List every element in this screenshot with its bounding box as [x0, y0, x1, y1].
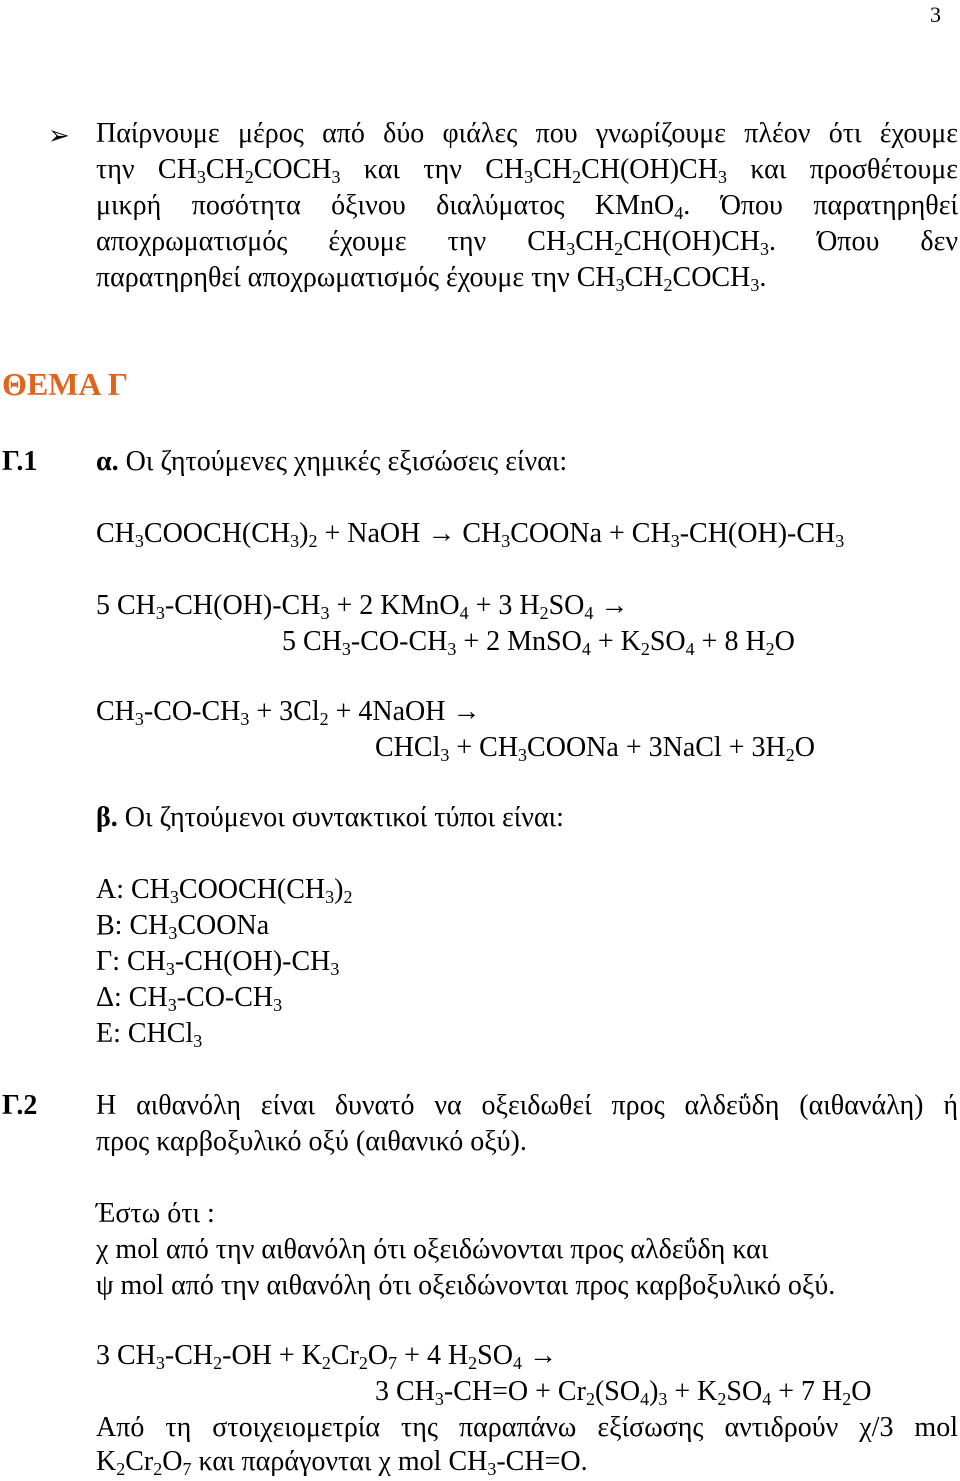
formula-e: Ε: CHCl$_3$ — [96, 1018, 203, 1051]
intro-line-4: αποχρωματισμός έχουμε την $CH_3CH_2CH(OH)CH_3$. Όπου δεν — [96, 226, 958, 259]
section-heading: ΘΕΜΑ Γ — [2, 366, 129, 402]
formula-g: Γ: $CH_3-CH(OH)-CH_3$ — [96, 946, 340, 979]
bullet-arrow-icon: ➢ — [48, 121, 70, 150]
equation-1: $CH_3COOCH(CH_3)_2$ + NaOH → $CH_3COONa + CH_3-CH(OH)-CH_3$ — [96, 518, 845, 551]
formula-d: Δ: $CH_3-CO-CH_3$ — [96, 982, 283, 1015]
intro-line-5: παρατηρηθεί αποχρωματισμός έχουμε την $CH_3CH_2COCH_3$. — [96, 262, 767, 295]
equation-2-products: 5 $CH_3-CO-CH_3 + 2$ MnSO$_4$ + $K_2SO_4 + 8$ $H_2O$ — [282, 626, 795, 659]
g2-paragraph-line-1: Η αιθανόλη είναι δυνατό να οξειδωθεί προς αλδεΰδη (αιθανάλη) ή — [96, 1090, 958, 1121]
formula-a: Α: $CH_3COOCH(CH_3)_2$ — [96, 874, 353, 907]
beta-intro: β. Οι ζητούμενοι συντακτικοί τύποι είναι: — [96, 802, 564, 833]
g2-paragraph-line-2: προς καρβοξυλικό οξύ (αιθανικό οξύ). — [96, 1126, 527, 1157]
page-number: 3 — [930, 2, 941, 27]
g2-let-x: χ mol από την αιθανόλη ότι οξειδώνονται προς αλδεΰδη και — [96, 1234, 769, 1265]
section-label-g2: Γ.2 — [2, 1090, 38, 1121]
intro-line-2: την $CH_3CH_2COCH_3$ και την $CH_3CH_2CH(OH)CH_3$ και προσθέτουμε — [96, 154, 959, 187]
g2-stoichiometry-line-2: $K_2Cr_2O_7$ και παράγονται χ mol $CH_3-CH=O$. — [96, 1446, 588, 1479]
formula-b: Β: $CH_3COONa$ — [96, 910, 270, 943]
intro-line-1: Παίρνουμε μέρος από δύο φιάλες που γνωρίζουμε πλέον ότι έχουμε — [96, 118, 958, 149]
equation-3-products: CHCl$_3$ + $CH_3COONa$ + 3NaCl + $3H_2O$ — [375, 732, 815, 765]
equation-2-reactants: 5 $CH_3-CH(OH)-CH_3 + 2$ KMnO$_4$ + 3 $H_2SO_4$ → — [96, 590, 629, 623]
g2-stoichiometry-line-1: Από τη στοιχειομετρία της παραπάνω εξίσωσης αντιδρούν χ/3 mol — [96, 1412, 958, 1443]
intro-line-3: μικρή ποσότητα όξινου διαλύματος KMnO$_4$. Όπου παρατηρηθεί — [96, 190, 959, 223]
section-label-g1: Γ.1 — [2, 446, 38, 477]
equation-3-reactants: $CH_3-CO-CH_3 + 3Cl_2$ + 4NaOH → — [96, 696, 481, 729]
equation-4-products: 3 $CH_3-CH=O + Cr_2(SO_4)_3 + K_2SO_4 + 7$ $H_2O$ — [375, 1376, 872, 1409]
alpha-intro: α. Οι ζητούμενες χημικές εξισώσεις είναι: — [96, 446, 568, 477]
g2-let-y: ψ mol από την αιθανόλη ότι οξειδώνονται προς καρβοξυλικό οξύ. — [96, 1270, 836, 1301]
equation-4-reactants: 3 $CH_3-CH_2-OH + K_2Cr_2O_7 + 4$ $H_2SO_4$ → — [96, 1340, 557, 1373]
g2-let-statement: Έστω ότι : — [96, 1198, 215, 1229]
